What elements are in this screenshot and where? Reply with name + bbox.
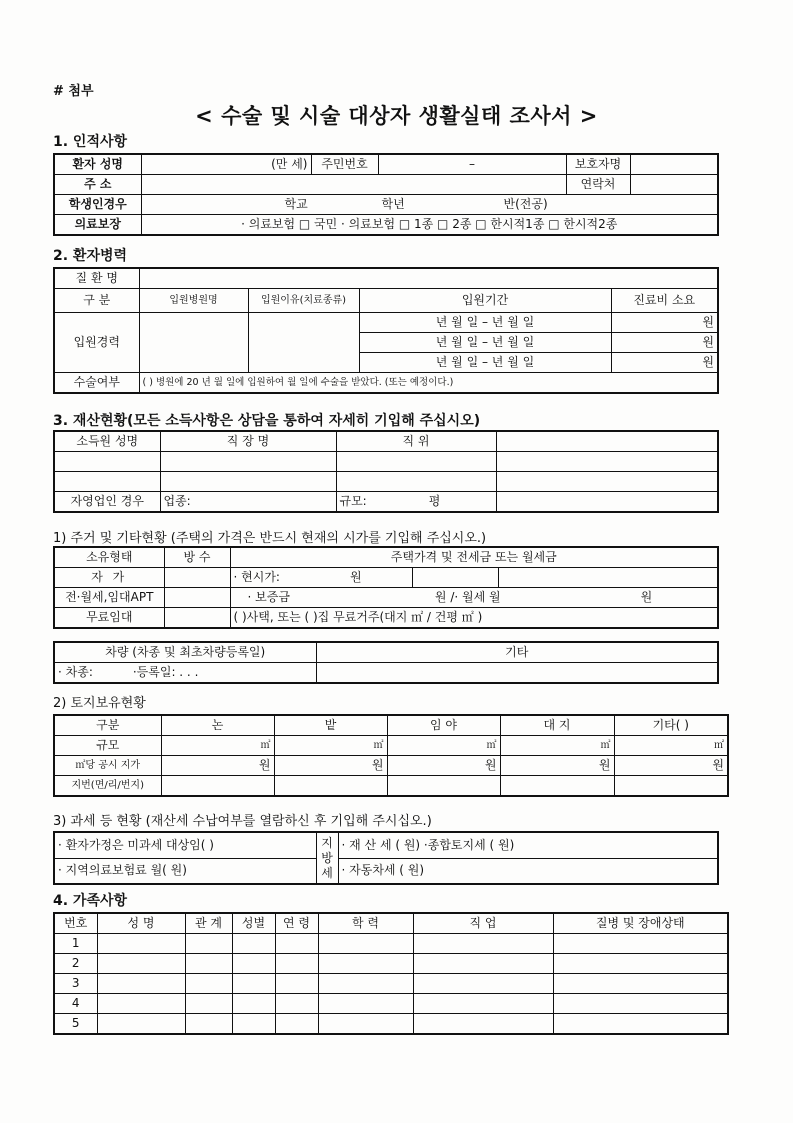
disease-field[interactable] — [139, 268, 718, 289]
tax-table — [53, 831, 719, 885]
family-cell[interactable] — [553, 1014, 728, 1035]
reason-field[interactable] — [248, 313, 359, 373]
free-rooms[interactable] — [164, 608, 230, 629]
family-cell[interactable] — [232, 974, 275, 994]
monthly-unit: 원 — [640, 590, 653, 604]
land-scale-label: 규모 — [54, 736, 161, 756]
self-employed-label: 자영업인 경우 — [54, 492, 160, 513]
extra-cell[interactable] — [496, 472, 718, 492]
income-header-blank — [496, 431, 718, 452]
patient-name-label: 환자 성명 — [54, 154, 141, 175]
rrn-label: 주민번호 — [311, 154, 378, 175]
current-price-unit: 원 — [349, 570, 362, 584]
business-type-field[interactable]: 업종: — [160, 492, 336, 513]
family-cell[interactable] — [413, 974, 553, 994]
land-price-label: ㎡당 공시 지가 — [54, 756, 161, 776]
cost-row-2[interactable]: 원 — [611, 333, 718, 353]
hospital-header: 입원병원명 — [139, 289, 248, 313]
family-cell[interactable] — [553, 974, 728, 994]
family-cell[interactable] — [185, 954, 232, 974]
family-col-header: 번호 — [54, 913, 97, 934]
deposit-label: · 보증금 — [247, 590, 290, 604]
own-extra-2[interactable] — [498, 568, 718, 588]
address-label: 주 소 — [54, 175, 141, 195]
land-price-field[interactable]: 원 — [274, 756, 387, 776]
section3-heading: 3. 재산현황(모든 소득사항은 상담을 통하여 자세히 기입해 주십시오) — [53, 413, 481, 429]
family-row — [54, 974, 728, 994]
family-cell[interactable] — [97, 974, 185, 994]
page-title: < 수술 및 시술 대상자 생활실태 조사서 > — [195, 104, 598, 128]
vehicle-header: 차량 (차종 및 최초차량등록일) — [54, 642, 316, 663]
position-header: 직 위 — [336, 431, 496, 452]
address-field[interactable] — [141, 175, 566, 195]
family-cell[interactable] — [97, 954, 185, 974]
other-field[interactable] — [316, 663, 718, 684]
car-tax-field[interactable]: · 자동차세 ( 원) — [338, 858, 718, 884]
contact-field[interactable] — [630, 175, 718, 195]
surgery-text[interactable]: ( ) 병원에 20 년 월 일에 입원하여 월 일에 수술을 받았다. (또는 예정이다.) — [139, 373, 718, 394]
family-row — [54, 1014, 728, 1035]
family-col-header: 질병 및 장애상태 — [553, 913, 728, 934]
section2-heading: 2. 환자병력 — [53, 248, 128, 264]
cost-row-1[interactable]: 원 — [611, 313, 718, 333]
free-text[interactable]: ( )사택, 또는 ( )집 무료거주(대지 ㎡ / 건평 ㎡ ) — [230, 608, 718, 629]
surgery-label: 수술여부 — [54, 373, 139, 394]
land-col-header: 임 야 — [387, 715, 500, 736]
earner-cell[interactable] — [54, 452, 160, 472]
family-row — [54, 934, 728, 954]
family-row — [54, 994, 728, 1014]
guardian-field[interactable] — [630, 154, 718, 175]
family-row-number: 3 — [54, 974, 97, 994]
land-address-site[interactable] — [500, 776, 614, 797]
housing-heading: 1) 주거 및 기타현황 (주택의 가격은 반드시 현재의 시가를 기입해 주십시오.) — [53, 531, 487, 546]
family-cell[interactable] — [553, 934, 728, 954]
land-price-forest[interactable]: 원 — [387, 756, 500, 776]
family-cell[interactable] — [275, 994, 318, 1014]
family-col-header: 관 계 — [185, 913, 232, 934]
family-row-number: 2 — [54, 954, 97, 974]
own-rooms[interactable] — [164, 568, 230, 588]
family-cell[interactable] — [318, 934, 413, 954]
land-heading: 2) 토지보유현황 — [53, 696, 146, 711]
family-cell[interactable] — [275, 1014, 318, 1035]
pyeong-unit: 평 — [428, 494, 441, 508]
other-header: 기타 — [316, 642, 718, 663]
family-cell[interactable] — [318, 994, 413, 1014]
position-cell[interactable] — [336, 452, 496, 472]
insurance-label: 의료보장 — [54, 215, 141, 236]
family-cell[interactable] — [232, 994, 275, 1014]
rooms-header: 방 수 — [164, 547, 230, 568]
family-cell[interactable] — [232, 954, 275, 974]
student-field[interactable] — [141, 195, 718, 215]
own-extra-1[interactable] — [412, 568, 498, 588]
land-address-rice[interactable] — [161, 776, 274, 797]
age-field[interactable]: (만 세) — [141, 154, 311, 175]
workplace-header: 직 장 명 — [160, 431, 336, 452]
class-text: 반(전공) — [503, 197, 548, 211]
family-cell[interactable] — [318, 1014, 413, 1035]
land-scale-forest[interactable]: ㎡ — [387, 736, 500, 756]
land-table — [53, 714, 729, 797]
land-address-field[interactable] — [274, 776, 387, 797]
period-row-3[interactable]: 년 월 일 – 년 월 일 — [359, 353, 611, 373]
family-row-number: 4 — [54, 994, 97, 1014]
family-col-header: 성별 — [232, 913, 275, 934]
family-cell[interactable] — [275, 934, 318, 954]
land-scale-rice[interactable]: ㎡ — [161, 736, 274, 756]
workplace-cell[interactable] — [160, 472, 336, 492]
grade-text: 학년 — [381, 197, 405, 211]
family-cell[interactable] — [97, 934, 185, 954]
disease-label: 질 환 명 — [54, 268, 139, 289]
land-scale-site[interactable]: ㎡ — [500, 736, 614, 756]
land-address-other[interactable] — [614, 776, 728, 797]
land-col-header: 구분 — [54, 715, 161, 736]
family-col-header: 성 명 — [97, 913, 185, 934]
section1-heading: 1. 인적사항 — [53, 134, 128, 150]
family-col-header: 연 령 — [275, 913, 318, 934]
current-price-field[interactable] — [230, 568, 412, 588]
monthly-label: 원 /· 월세 월 — [434, 590, 501, 604]
own-label: 자 가 — [54, 568, 164, 588]
family-cell[interactable] — [553, 994, 728, 1014]
local-tax-label: 지방세 — [316, 832, 338, 884]
vehicle-table — [53, 641, 719, 684]
tax-heading: 3) 과세 등 현황 (재산세 수납여부를 열람하신 후 기입해 주시십오.) — [53, 814, 432, 829]
earner-header: 소득원 성명 — [54, 431, 160, 452]
family-cell[interactable] — [185, 994, 232, 1014]
rent-rooms[interactable] — [164, 588, 230, 608]
family-cell[interactable] — [413, 954, 553, 974]
land-scale-field[interactable]: ㎡ — [274, 736, 387, 756]
section4-heading: 4. 가족사항 — [53, 893, 128, 909]
family-row-number: 1 — [54, 934, 97, 954]
property-tax-field[interactable]: · 재 산 세 ( 원) ·종합토지세 ( 원) — [338, 832, 718, 858]
family-cell[interactable] — [97, 1014, 185, 1035]
family-cell[interactable] — [318, 974, 413, 994]
land-price-site[interactable]: 원 — [500, 756, 614, 776]
income-table — [53, 430, 719, 513]
vehicle-type-label: · 차종: — [58, 665, 93, 679]
personal-info-table — [53, 153, 719, 236]
family-col-header: 직 업 — [413, 913, 553, 934]
reg-date-label: ·등록일: . . . — [132, 665, 199, 679]
house-price-header: 주택가격 및 전세금 또는 월세금 — [230, 547, 718, 568]
workplace-cell[interactable] — [160, 452, 336, 472]
family-cell[interactable] — [275, 954, 318, 974]
land-scale-other[interactable]: ㎡ — [614, 736, 728, 756]
reason-header: 입원이유(치료종류) — [248, 289, 359, 313]
family-cell[interactable] — [413, 934, 553, 954]
family-cell[interactable] — [413, 994, 553, 1014]
attachment-label: # 첨부 — [53, 84, 94, 99]
contact-label: 연락처 — [566, 175, 630, 195]
school-text: 학교 — [284, 197, 308, 211]
rrn-field[interactable]: – — [378, 154, 566, 175]
family-cell[interactable] — [185, 1014, 232, 1035]
family-cell[interactable] — [413, 1014, 553, 1035]
self-employed-extra[interactable] — [496, 492, 718, 513]
land-col-header: 논 — [161, 715, 274, 736]
family-cell[interactable] — [185, 974, 232, 994]
land-address-label: 지번(면/리/번지) — [54, 776, 161, 797]
medical-history-table — [53, 267, 719, 394]
housing-table — [53, 546, 719, 629]
family-cell[interactable] — [275, 974, 318, 994]
family-table — [53, 912, 729, 1035]
health-premium-field[interactable]: · 지역의료보험료 월( 원) — [54, 858, 316, 884]
family-col-header: 학 력 — [318, 913, 413, 934]
scale-field[interactable] — [336, 492, 496, 513]
hospital-field[interactable] — [139, 313, 248, 373]
student-label: 학생인경우 — [54, 195, 141, 215]
period-header: 입원기간 — [359, 289, 611, 313]
vehicle-field[interactable] — [54, 663, 316, 684]
extra-cell[interactable] — [496, 452, 718, 472]
deposit-field[interactable] — [230, 588, 718, 608]
family-cell[interactable] — [553, 954, 728, 974]
family-cell[interactable] — [97, 994, 185, 1014]
period-row-2[interactable]: 년 월 일 – 년 월 일 — [359, 333, 611, 353]
current-price-label: · 현시가: — [233, 570, 280, 584]
family-cell[interactable] — [232, 1014, 275, 1035]
free-label: 무료임대 — [54, 608, 164, 629]
scale-label: 규모: — [339, 494, 367, 508]
tax-exempt-field[interactable]: · 환자가정은 미과세 대상임( ) — [54, 832, 316, 858]
ownership-header: 소유형태 — [54, 547, 164, 568]
family-cell[interactable] — [318, 954, 413, 974]
period-row-1[interactable]: 년 월 일 – 년 월 일 — [359, 313, 611, 333]
family-cell[interactable] — [232, 934, 275, 954]
land-col-header: 기타( ) — [614, 715, 728, 736]
land-price-rice[interactable]: 원 — [161, 756, 274, 776]
family-row-number: 5 — [54, 1014, 97, 1035]
land-col-header: 밭 — [274, 715, 387, 736]
history-label: 입원경력 — [54, 313, 139, 373]
cost-row-3[interactable]: 원 — [611, 353, 718, 373]
category-label: 구 분 — [54, 289, 139, 313]
rent-label: 전·월세,임대APT — [54, 588, 164, 608]
land-col-header: 대 지 — [500, 715, 614, 736]
insurance-options[interactable]: · 의료보험 □ 국민 · 의료보험 □ 1종 □ 2종 □ 한시적1종 □ 한시적2종 — [141, 215, 718, 236]
family-cell[interactable] — [185, 934, 232, 954]
cost-header: 진료비 소요 — [611, 289, 718, 313]
family-row — [54, 954, 728, 974]
guardian-label: 보호자명 — [566, 154, 630, 175]
position-cell[interactable] — [336, 472, 496, 492]
land-price-other[interactable]: 원 — [614, 756, 728, 776]
land-address-forest[interactable] — [387, 776, 500, 797]
earner-cell[interactable] — [54, 472, 160, 492]
